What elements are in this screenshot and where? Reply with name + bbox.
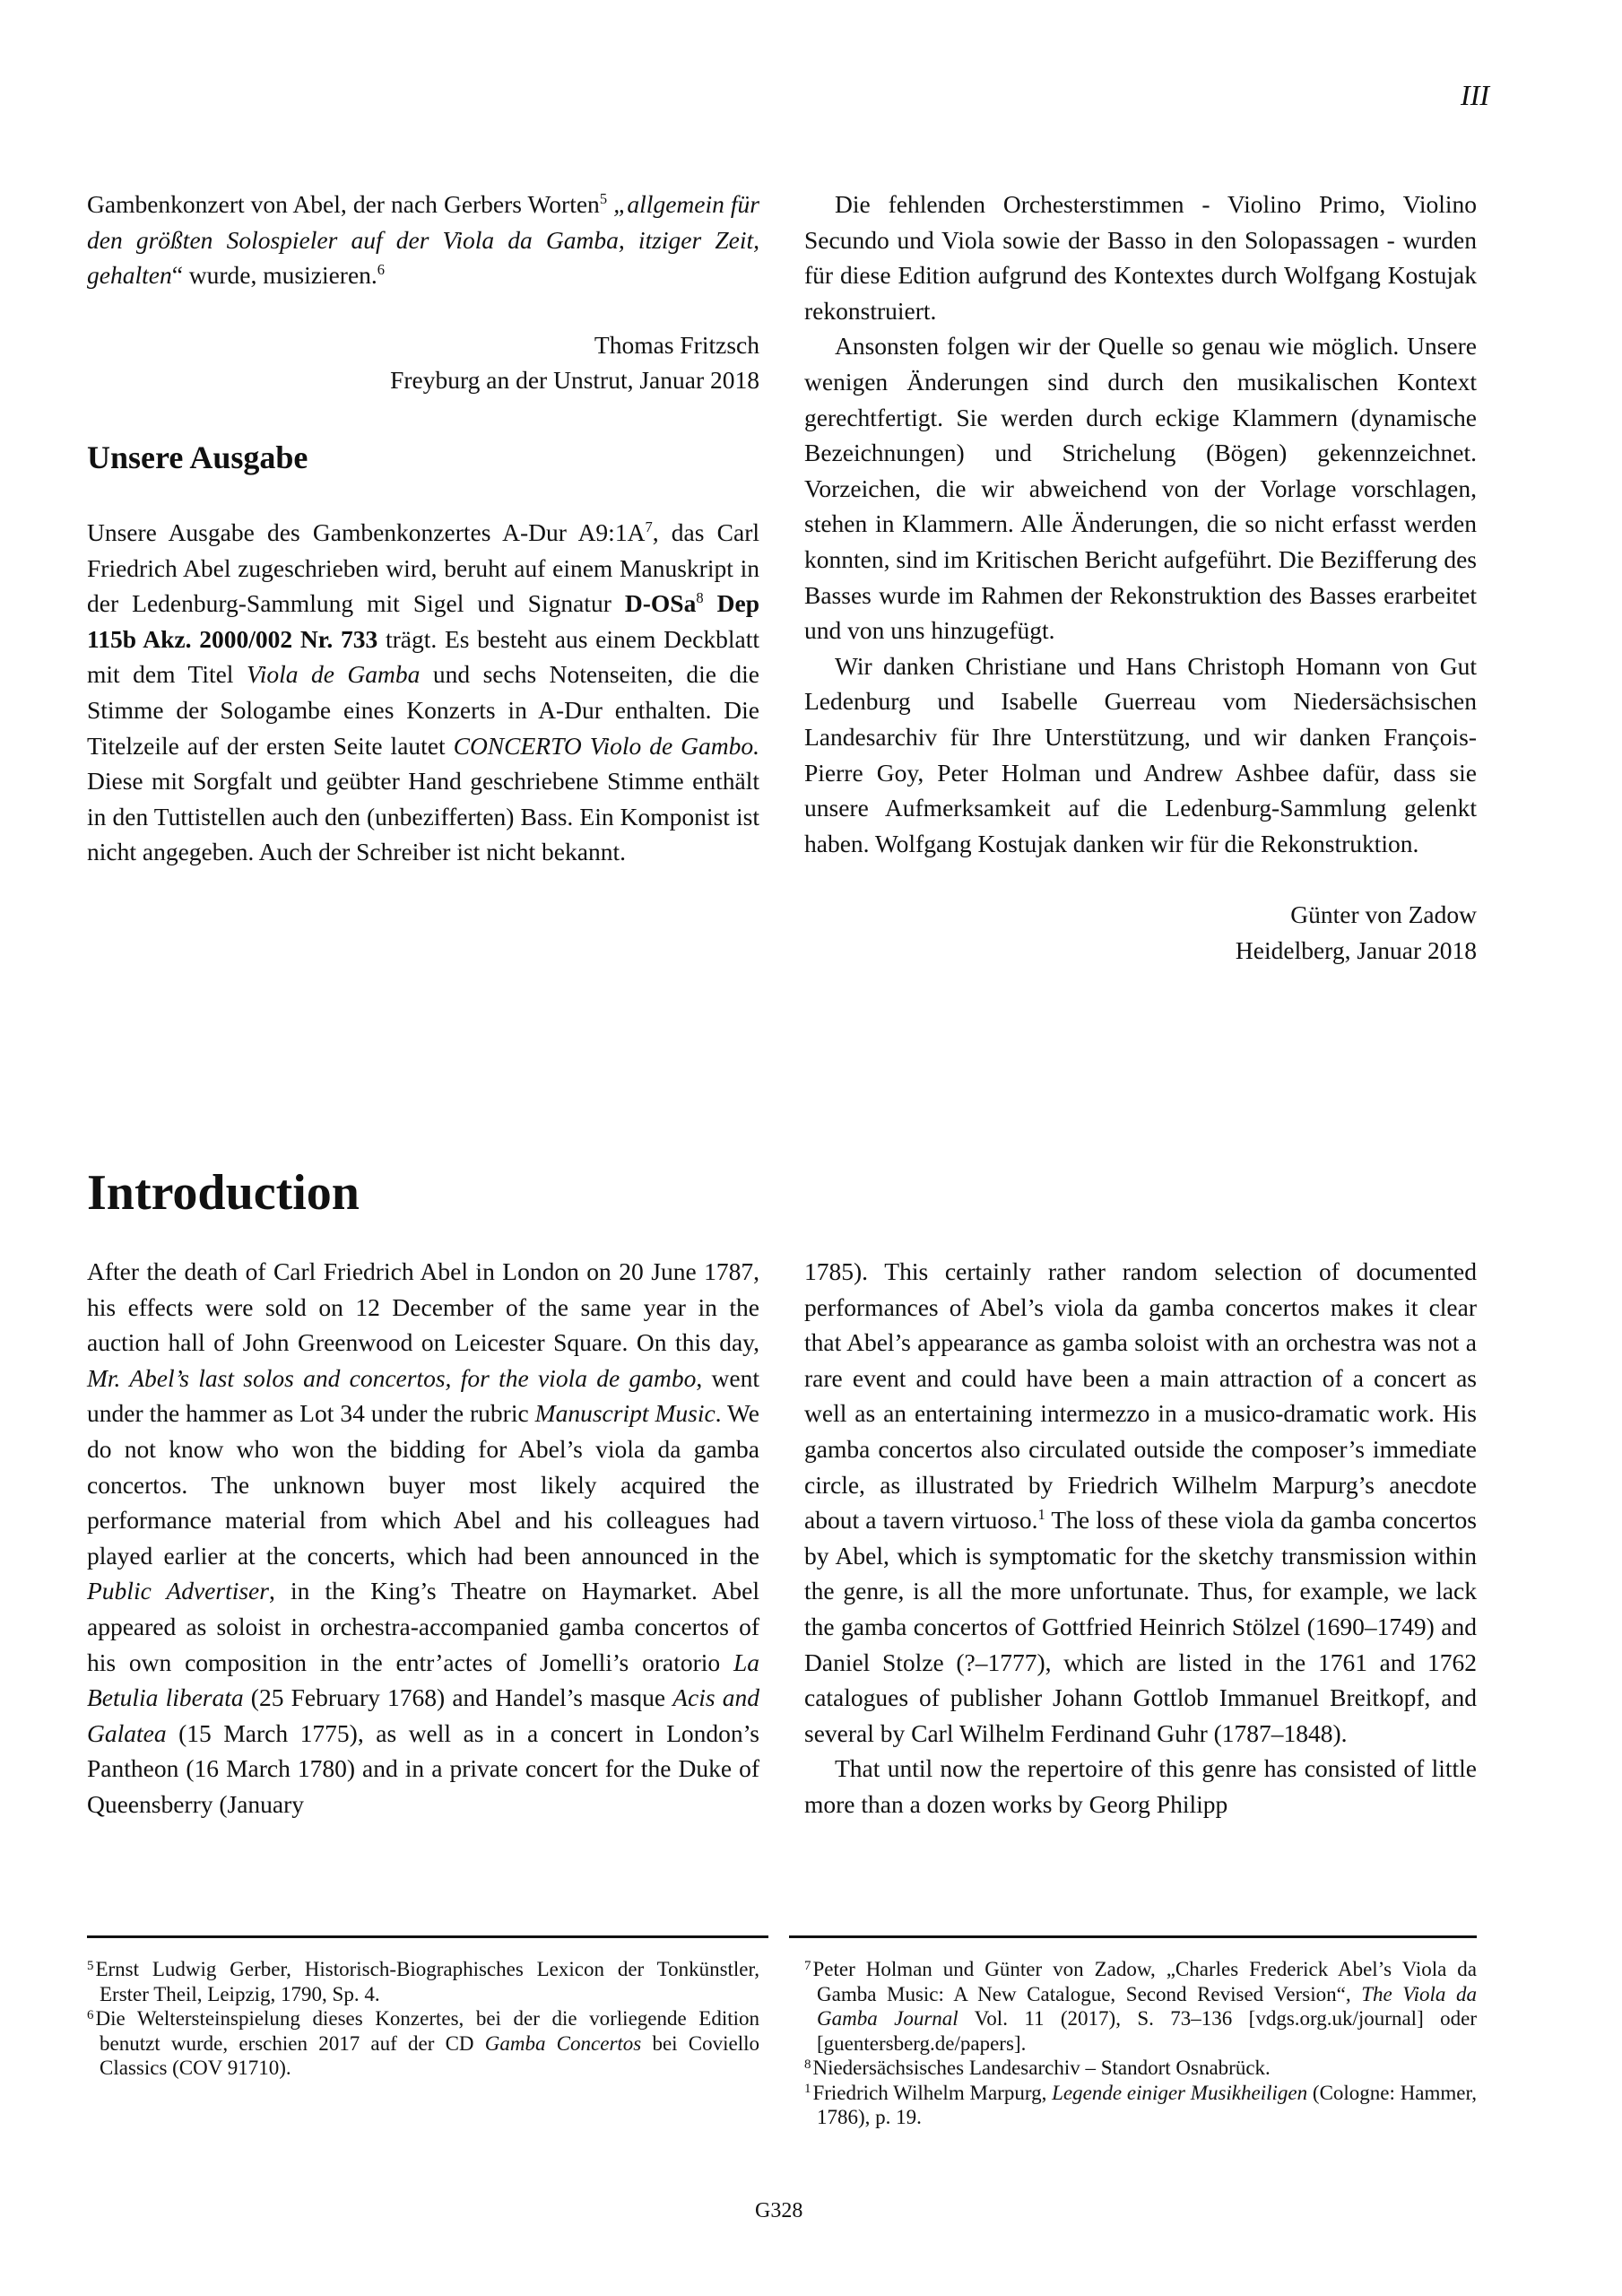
footnote-6: $^6$Die Weltersteinspielung dieses Konzertes, bei der die vorliegende Edition benutzt wurde, erschien 2017 auf der CD Gamba Concertos bei Coviello Classics (COV 91710). <box>87 2007 759 2079</box>
signature-zadow: Günter von Zadow Heidelberg, Januar 2018 <box>1235 900 1477 964</box>
introduction-heading: Introduction <box>87 1165 360 1221</box>
footnote-1: $^1$Friedrich Wilhelm Marpurg, Legende einiger Musikheiligen (Cologne: Hammer, 1786), p. 19. <box>804 2081 1477 2128</box>
intro-paragraph: After the death of Carl Friedrich Abel in London on 20 June 1787, his effects were sold on 12 December of the same year in the auction hall of John Greenwood on Leicester Square. On this day, Mr. Abel’s last solos and concertos, for the viola de gambo, went under the hammer as Lot 34 under the rubric Manuscript Music. We do not know who won the bidding for Abel’s viola da gamba concertos. The unknown buyer most likely acquired the performance material from which Abel and his colleagues had played earlier at the concerts, which had been announced in the Public Advertiser, in the King’s Theatre on Haymarket. Abel appeared as soloist in orchestra-accompanied gamba concertos of his own composition in the entr’actes of Jomelli’s oratorio La Betulia liberata (25 February 1768) and Handel’s masque Acis and Galatea (15 March 1775), as well as in a concert in London’s Pantheon (16 March 1780) and in a private concert for the Duke of Queensberry (January <box>87 1257 759 1818</box>
paragraph: Wir danken Christiane und Hans Christoph Homann von Gut Ledenburg und Isabelle Guerreau vom Niedersächsischen Landesarchiv für Ihre Unterstützung, und wir danken François-Pierre Goy, Peter Holman und Andrew Ashbee dafür, dass sie unsere Aufmerksamkeit auf die Ledenburg-Sammlung gelenkt haben. Wolfgang Kostujak danken wir für die Rekonstruktion. <box>804 651 1477 857</box>
footnote-ref[interactable]: 1 <box>1037 1506 1045 1524</box>
ausgabe-paragraph: Unsere Ausgabe des Gambenkonzertes A-Dur $A9:1A^7$, das Carl Friedrich Abel zugeschrieben wird, beruht auf einem Manuskript in der Ledenburg-Sammlung mit Sigel und Signatur D-OSa$^8$ Dep 115b Akz. 2000/002 Nr. 733 trägt. Es besteht aus einem Deckblatt mit dem Titel Viola de Gamba und sechs Notenseiten, die die Stimme der Sologambe eines Konzerts in A-Dur enthalten. Die Titelzeile auf der ersten Seite lautet CONCERTO Violo de Gambo. Diese mit Sorgfalt und geübter Hand geschriebene Stimme enthält in den Tuttistellen auch den (unbezifferten) Bass. Ein Komponist ist nicht angegeben. Auch der Schreiber ist nicht bekannt. <box>87 517 760 866</box>
intro-left-column <box>87 1254 759 1822</box>
footnote-8: $^8$Niedersächsisches Landesarchiv – Standort Osnabrück. <box>804 2057 1271 2079</box>
section-heading-unsere-ausgabe: Unsere Ausgabe <box>87 439 308 475</box>
footnotes-right <box>804 1957 1477 2130</box>
intro-paragraph: That until now the repertoire of this genre has consisted of little more than a dozen works by Georg Philipp <box>804 1754 1477 1818</box>
footnote-ref[interactable]: 7 <box>645 518 653 536</box>
footnote-ref[interactable]: 6 <box>377 261 386 279</box>
page-number: G328 <box>755 2199 803 2222</box>
german-right-column <box>804 187 1477 968</box>
intro-paragraph: 1785). This certainly rather random selection of documented performances of Abel’s viola da gamba concertos makes it clear that Abel’s appearance as gamba soloist with an orchestra was not a rare event and could have been a main attraction of a concert as well as an entertaining intermezzo in a musico-dramatic work. His gamba concertos also circulated outside the composer’s immediate circle, as illustrated by Friedrich Wilhelm Marpurg’s anecdote about a tavern virtuoso.$^1$ The loss of these viola da gamba concertos by Abel, which is symptomatic for the sketchy transmission within the genre, is all the more unfortunate. Thus, for example, we lack the gamba concertos of Gottfried Heinrich Stölzel (1690–1749) and Daniel Stolze (?–1777), which are listed in the 1761 and 1762 catalogues of publisher Johann Gottlob Immanuel Breitkopf, and several by Carl Wilhelm Ferdinand Guhr (1787–1848). <box>804 1257 1478 1747</box>
paragraph: Die fehlenden Orchesterstimmen - Violino Primo, Violino Secundo und Viola sowie der Basso in den Solopassagen - wurden für diese Edition aufgrund des Kontextes durch Wolfgang Kostujak rekonstruiert. <box>804 190 1477 325</box>
footnote-5: $^5$Ernst Ludwig Gerber, Historisch-Biographisches Lexicon der Tonkünstler, Erster Theil, Leipzig, 1790, Sp. 4. <box>87 1958 759 2005</box>
intro-right-column <box>804 1254 1477 1822</box>
footnote-ref[interactable]: 8 <box>696 589 704 607</box>
footnote-ref[interactable]: 5 <box>599 190 608 208</box>
footnote-divider <box>789 1935 1477 1938</box>
german-left-column <box>87 187 759 870</box>
footnote-7: $^7$Peter Holman und Günter von Zadow, „Charles Frederick Abel’s Viola da Gamba Music: A New Catalogue, Second Revised Version“, The Viola da Gamba Journal Vol. 11 (2017), S. 73–136 [vdgs.org.uk/journal] oder [guentersberg.de/papers]. <box>804 1958 1477 2055</box>
paragraph: Ansonsten folgen wir der Quelle so genau wie möglich. Unsere wenigen Änderungen sind durch den musikalischen Kontext gerechtfertigt. Sie werden durch eckige Klammern (dynamische Bezeichnungen) und Strichelung (Bögen) gekennzeichnet. Vorzeichen, die wir abweichend von der Vorlage vorschlagen, stehen in Klammern. Alle Änderungen, die so nicht erfasst werden konnten, sind im Kritischen Bericht aufgeführt. Die Bezifferung des Basses wurde im Rahmen der Rekonstruktion des Basses erarbeitet und von uns hinzugefügt. <box>804 332 1477 645</box>
page-number-roman: III <box>1461 79 1489 111</box>
footnote-divider <box>87 1935 768 1938</box>
continuation-paragraph: Gambenkonzert von Abel, der nach Gerbers Worten$^5$ „allgemein für den größten Solospieler auf der Viola da Gamba, itziger Zeit, gehalten“ wurde, musizieren.$^6$ <box>87 190 760 290</box>
footnotes-left <box>87 1957 759 2081</box>
signature-fritzsch: Thomas Fritzsch Freyburg an der Unstrut, Januar 2018 <box>390 330 759 395</box>
